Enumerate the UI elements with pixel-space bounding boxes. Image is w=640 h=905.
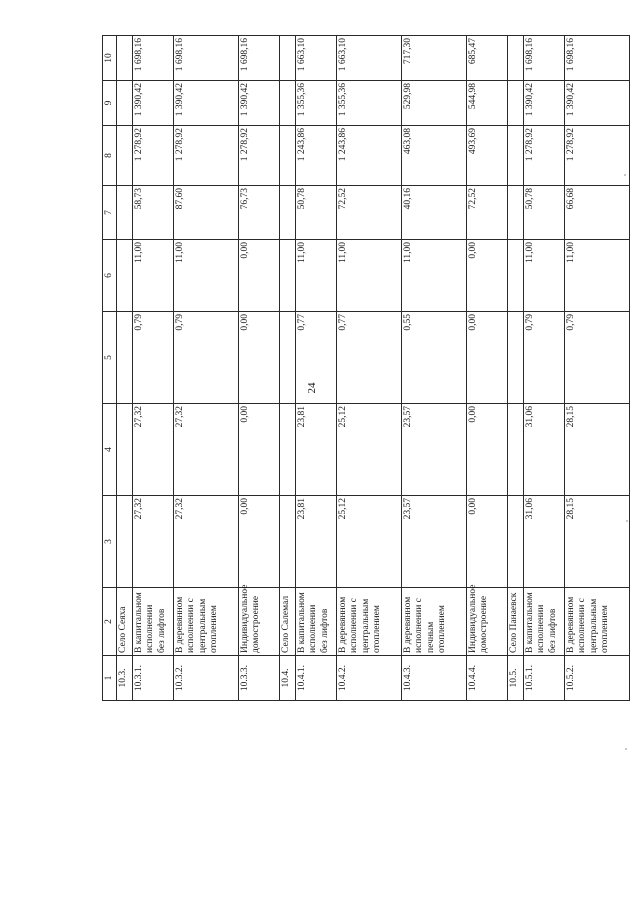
value-cell: 87,60 — [174, 186, 239, 240]
value-cell: 1 698,16 — [174, 36, 239, 81]
empty-cell — [508, 404, 524, 496]
empty-cell — [508, 36, 524, 81]
table-row — [174, 36, 239, 701]
value-cell: 11,00 — [565, 240, 630, 312]
row-code-cell: 10.5.2. — [565, 656, 630, 701]
value-cell: 493,69 — [467, 126, 508, 186]
scan-speck — [624, 174, 626, 176]
row-code-cell: 10.3.1. — [133, 656, 174, 701]
value-cell: 66,68 — [565, 186, 630, 240]
value-cell: 0,00 — [239, 496, 280, 588]
empty-cell — [117, 126, 133, 186]
value-cell: 0,77 — [337, 312, 402, 404]
value-cell: 72,52 — [467, 186, 508, 240]
value-cell: 1 390,42 — [565, 81, 630, 126]
housing-type-cell: В деревянном исполнении с центральным отоплением — [565, 588, 630, 656]
scan-speck — [625, 748, 627, 750]
section-row — [280, 36, 296, 701]
housing-type-cell: В деревянном исполнении с центральным отоплением — [337, 588, 402, 656]
empty-cell — [117, 404, 133, 496]
value-cell: 1 278,92 — [239, 126, 280, 186]
value-cell: 0,77 — [296, 312, 337, 404]
housing-type-cell: В капитальном исполнении без лифтов — [133, 588, 174, 656]
value-cell: 23,81 — [296, 404, 337, 496]
table-row — [565, 36, 630, 701]
section-name-cell: Село Сеяха — [117, 588, 133, 656]
value-cell: 0,00 — [239, 240, 280, 312]
row-code-cell: 10.4.1. — [296, 656, 337, 701]
table-row — [133, 36, 174, 701]
value-cell: 0,79 — [524, 312, 565, 404]
empty-cell — [117, 186, 133, 240]
value-cell: 27,32 — [174, 404, 239, 496]
value-cell: 28,15 — [565, 496, 630, 588]
value-cell: 50,78 — [524, 186, 565, 240]
column-number-cell: 8 — [103, 126, 117, 186]
row-code-cell: 10.4.3. — [402, 656, 467, 701]
value-cell: 72,52 — [337, 186, 402, 240]
table-row — [524, 36, 565, 701]
value-cell: 11,00 — [296, 240, 337, 312]
value-cell: 0,79 — [565, 312, 630, 404]
row-code-cell: 10.5.1. — [524, 656, 565, 701]
empty-cell — [280, 81, 296, 126]
column-number-cell: 1 — [103, 656, 117, 701]
value-cell: 27,32 — [133, 404, 174, 496]
value-cell: 0,55 — [402, 312, 467, 404]
scan-speck — [626, 520, 628, 522]
value-cell: 23,81 — [296, 496, 337, 588]
value-cell: 1 278,92 — [174, 126, 239, 186]
section-row — [117, 36, 133, 701]
row-code-cell: 10.3.2. — [174, 656, 239, 701]
table-row — [239, 36, 280, 701]
table-body — [103, 36, 630, 701]
value-cell: 11,00 — [337, 240, 402, 312]
empty-cell — [280, 126, 296, 186]
value-cell: 1 278,92 — [133, 126, 174, 186]
column-number-cell: 2 — [103, 588, 117, 656]
value-cell: 11,00 — [402, 240, 467, 312]
housing-type-cell: В деревянном исполнении с центральным отоплением — [174, 588, 239, 656]
value-cell: 1 663,10 — [337, 36, 402, 81]
housing-type-cell: В капитальном исполнении без лифтов — [296, 588, 337, 656]
value-cell: 0,00 — [467, 404, 508, 496]
value-cell: 50,78 — [296, 186, 337, 240]
column-number-cell: 9 — [103, 81, 117, 126]
value-cell: 27,32 — [174, 496, 239, 588]
value-cell: 685,47 — [467, 36, 508, 81]
empty-cell — [508, 240, 524, 312]
value-cell: 0,00 — [467, 312, 508, 404]
value-cell: 717,30 — [402, 36, 467, 81]
value-cell: 1 698,16 — [239, 36, 280, 81]
housing-type-cell: В капитальном исполнении без лифтов — [524, 588, 565, 656]
value-cell: 1 390,42 — [524, 81, 565, 126]
table-row — [467, 36, 508, 701]
empty-cell — [508, 496, 524, 588]
housing-type-cell: Индивидуальное домостроение — [239, 588, 280, 656]
empty-cell — [280, 186, 296, 240]
value-cell: 0,79 — [174, 312, 239, 404]
empty-cell — [117, 312, 133, 404]
column-number-cell: 5 — [103, 312, 117, 404]
value-cell: 1 243,86 — [337, 126, 402, 186]
value-cell: 529,98 — [402, 81, 467, 126]
value-cell: 25,12 — [337, 496, 402, 588]
section-name-cell: Село Салемал — [280, 588, 296, 656]
value-cell: 0,00 — [467, 240, 508, 312]
value-cell: 27,32 — [133, 496, 174, 588]
value-cell: 1 243,86 — [296, 126, 337, 186]
value-cell: 40,16 — [402, 186, 467, 240]
empty-cell — [508, 126, 524, 186]
table-rotation-layer — [102, 36, 610, 701]
empty-cell — [508, 81, 524, 126]
rotated-table-frame — [102, 36, 610, 701]
value-cell: 1 698,16 — [524, 36, 565, 81]
value-cell: 544,98 — [467, 81, 508, 126]
value-cell: 11,00 — [174, 240, 239, 312]
table-row — [296, 36, 337, 701]
empty-cell — [280, 312, 296, 404]
row-code-cell: 10.5. — [508, 656, 524, 701]
value-cell: 1 390,42 — [174, 81, 239, 126]
column-number-cell: 10 — [103, 36, 117, 81]
empty-cell — [280, 496, 296, 588]
column-number-cell: 4 — [103, 404, 117, 496]
column-number-row — [103, 36, 117, 701]
empty-cell — [280, 36, 296, 81]
value-cell: 1 278,92 — [565, 126, 630, 186]
value-cell: 1 355,36 — [296, 81, 337, 126]
value-cell: 31,06 — [524, 496, 565, 588]
value-cell: 1 355,36 — [337, 81, 402, 126]
empty-cell — [117, 240, 133, 312]
value-cell: 1 698,16 — [133, 36, 174, 81]
value-cell: 31,06 — [524, 404, 565, 496]
housing-type-cell: В деревянном исполнении с печным отоплением — [402, 588, 467, 656]
column-number-cell: 3 — [103, 496, 117, 588]
empty-cell — [280, 240, 296, 312]
row-code-cell: 10.4.2. — [337, 656, 402, 701]
value-cell: 25,12 — [337, 404, 402, 496]
empty-cell — [117, 36, 133, 81]
tariff-table — [102, 35, 630, 701]
empty-cell — [117, 496, 133, 588]
table-row — [402, 36, 467, 701]
value-cell: 23,57 — [402, 404, 467, 496]
value-cell: 0,79 — [133, 312, 174, 404]
value-cell: 0,00 — [239, 404, 280, 496]
section-name-cell: Село Панаевск — [508, 588, 524, 656]
value-cell: 76,73 — [239, 186, 280, 240]
value-cell: 0,00 — [467, 496, 508, 588]
empty-cell — [117, 81, 133, 126]
value-cell: 11,00 — [524, 240, 565, 312]
section-row — [508, 36, 524, 701]
row-code-cell: 10.3.3. — [239, 656, 280, 701]
housing-type-cell: Индивидуальное домостроение — [467, 588, 508, 656]
value-cell: 0,00 — [239, 312, 280, 404]
value-cell: 1 698,16 — [565, 36, 630, 81]
table-row — [337, 36, 402, 701]
value-cell: 28,15 — [565, 404, 630, 496]
value-cell: 1 278,92 — [524, 126, 565, 186]
page-number: 24 — [306, 382, 318, 394]
value-cell: 1 390,42 — [133, 81, 174, 126]
value-cell: 11,00 — [133, 240, 174, 312]
column-number-cell: 7 — [103, 186, 117, 240]
row-code-cell: 10.3. — [117, 656, 133, 701]
row-code-cell: 10.4.4. — [467, 656, 508, 701]
empty-cell — [508, 312, 524, 404]
value-cell: 58,73 — [133, 186, 174, 240]
value-cell: 23,57 — [402, 496, 467, 588]
row-code-cell: 10.4. — [280, 656, 296, 701]
empty-cell — [280, 404, 296, 496]
column-number-cell: 6 — [103, 240, 117, 312]
value-cell: 1 663,10 — [296, 36, 337, 81]
value-cell: 1 390,42 — [239, 81, 280, 126]
value-cell: 463,08 — [402, 126, 467, 186]
empty-cell — [508, 186, 524, 240]
